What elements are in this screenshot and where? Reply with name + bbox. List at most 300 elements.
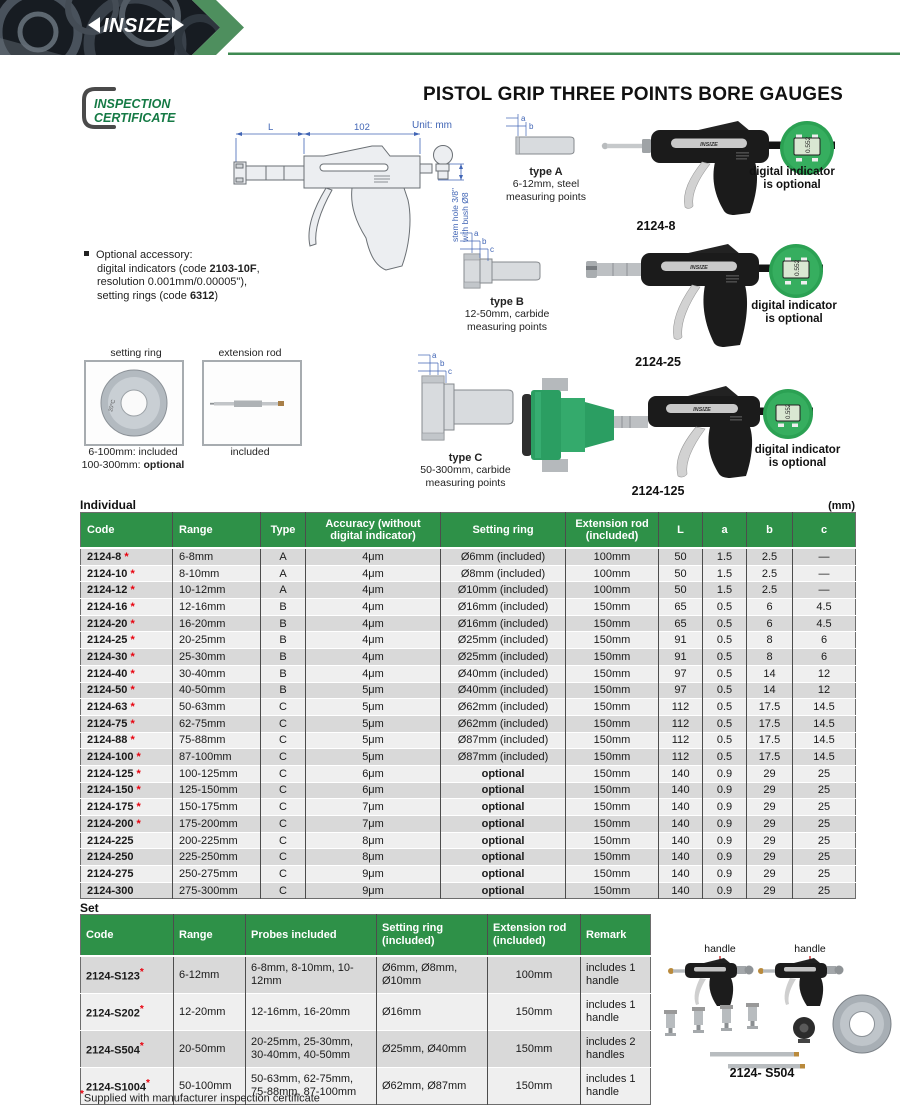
individual-table-row (81, 599, 856, 616)
extension-rod-box (202, 360, 302, 446)
individual-table-cell: 17.5 (747, 699, 793, 716)
product-code-2124-8: 2124-8 (636, 219, 676, 233)
individual-table-cell: 140 (659, 816, 703, 833)
indicator-display: 0.552 (786, 403, 792, 419)
setting-ring-label: setting ring (110, 347, 162, 359)
gauge-brand-strip: INSIZE (700, 142, 718, 148)
product-note-2124-125: digital indicator is optional (754, 444, 841, 469)
individual-table-row (81, 782, 856, 799)
set-table-cell: Ø16mm (377, 994, 488, 1031)
individual-table-body (81, 548, 856, 899)
type-c-name: type C (448, 451, 483, 464)
individual-table-cell: B (261, 649, 306, 666)
individual-table-cell: 5μm (306, 699, 441, 716)
individual-table-cell: 150mm (566, 649, 659, 666)
dim-probe-label: L (268, 122, 274, 133)
individual-table-cell: B (261, 665, 306, 682)
individual-table-cell: 1.5 (703, 582, 747, 599)
individual-table-cell: 2124-200 * (81, 816, 173, 833)
individual-table-cell: optional (441, 849, 566, 866)
indicator-display: 0.552 (805, 136, 812, 153)
set-table-cell: 150mm (488, 994, 581, 1031)
footnote-text: Supplied with manufacturer inspection certificate (83, 1092, 320, 1105)
individual-table-row (81, 765, 856, 782)
type-a-name: type A (529, 165, 563, 178)
individual-table-cell: — (793, 548, 856, 565)
individual-table-cell: 1.5 (703, 548, 747, 565)
individual-table-row (81, 565, 856, 582)
individual-table-cell: Ø40mm (included) (441, 665, 566, 682)
individual-table-cell: 150mm (566, 782, 659, 799)
individual-table-cell: 150mm (566, 765, 659, 782)
individual-table-cell: 112 (659, 732, 703, 749)
set-table-cell: 6-8mm, 8-10mm, 10-12mm (246, 956, 377, 994)
set-table-body (81, 956, 651, 1105)
brand-banner (0, 0, 900, 58)
individual-table-cell: 112 (659, 749, 703, 766)
individual-table-row (81, 582, 856, 599)
individual-table-cell: 5μm (306, 715, 441, 732)
set-col-header: Code (81, 915, 174, 957)
individual-table-cell: 4.5 (793, 615, 856, 632)
individual-table-cell: 14.5 (793, 699, 856, 716)
insize-logo (88, 15, 184, 37)
individual-table-cell: 0.5 (703, 715, 747, 732)
individual-table-cell: 17.5 (747, 749, 793, 766)
individual-table-cell: 2.5 (747, 582, 793, 599)
individual-table-cell: 140 (659, 765, 703, 782)
individual-table-cell: 140 (659, 882, 703, 899)
handle-label-left: handle (704, 943, 736, 955)
individual-col-header: b (747, 513, 793, 549)
individual-table-cell: 12 (793, 665, 856, 682)
individual-table-row (81, 866, 856, 883)
individual-table-cell: C (261, 816, 306, 833)
individual-table-cell: 25 (793, 799, 856, 816)
set-table-cell: 20-50mm (174, 1031, 246, 1068)
individual-table-cell: 2124-175 * (81, 799, 173, 816)
individual-table-cell: 2124-12 * (81, 582, 173, 599)
individual-table-cell: Ø8mm (included) (441, 565, 566, 582)
set-table-cell: includes 1 handle (581, 1068, 651, 1105)
set-col-header: Remark (581, 915, 651, 957)
individual-table-cell: 4μm (306, 649, 441, 666)
individual-table-cell: 275-300mm (173, 882, 261, 899)
individual-table-cell: 0.9 (703, 882, 747, 899)
type-c-desc2: measuring points (425, 476, 506, 489)
logo-text: INSIZE (103, 15, 171, 37)
dim-a-label: a (521, 114, 526, 123)
individual-table-cell: 4μm (306, 548, 441, 565)
product-code-2124-25: 2124-25 (635, 355, 681, 369)
individual-table-cell: 0.5 (703, 682, 747, 699)
set-table-cell: 12-16mm, 16-20mm (246, 994, 377, 1031)
individual-table-cell: 6 (747, 615, 793, 632)
individual-table-cell: Ø25mm (included) (441, 649, 566, 666)
set-table-cell: Ø25mm, Ø40mm (377, 1031, 488, 1068)
set-table-cell: 12-20mm (174, 994, 246, 1031)
individual-table-cell: B (261, 682, 306, 699)
dim-c-label: c (448, 367, 452, 376)
individual-table-cell: 29 (747, 782, 793, 799)
individual-table-cell: 29 (747, 799, 793, 816)
individual-table-cell: 150mm (566, 715, 659, 732)
individual-table-cell: C (261, 782, 306, 799)
individual-table-cell: optional (441, 882, 566, 899)
individual-table-cell: 2124-50 * (81, 682, 173, 699)
individual-table-cell: Ø87mm (included) (441, 749, 566, 766)
individual-table (80, 512, 856, 899)
type-c-block (408, 346, 523, 489)
set-table-cell: 150mm (488, 1068, 581, 1105)
set-table-cell: 50-63mm, 62-75mm, 75-88mm, 87-100mm (246, 1068, 377, 1105)
individual-table-cell: 25 (793, 765, 856, 782)
individual-table-cell: 140 (659, 799, 703, 816)
individual-col-header: Setting ring (441, 513, 566, 549)
individual-table-cell: 8 (747, 649, 793, 666)
individual-table-cell: 17.5 (747, 732, 793, 749)
individual-table-cell: 4μm (306, 599, 441, 616)
individual-table-cell: — (793, 582, 856, 599)
individual-table-cell: 140 (659, 832, 703, 849)
individual-table-cell: 150mm (566, 632, 659, 649)
set-table-row (81, 1031, 651, 1068)
individual-table-cell: 150mm (566, 682, 659, 699)
individual-table-cell: 112 (659, 715, 703, 732)
product-photo-2124-25 (583, 233, 823, 358)
individual-table-cell: 4μm (306, 582, 441, 599)
badge-line1: INSPECTION (94, 97, 171, 111)
extension-rod-label: extension rod (218, 347, 282, 359)
individual-table-cell: 5μm (306, 749, 441, 766)
individual-table-cell: 6 (747, 599, 793, 616)
individual-section-label: Individual (80, 498, 137, 512)
individual-table-cell: optional (441, 765, 566, 782)
individual-table-cell: 40-50mm (173, 682, 261, 699)
individual-table-cell: 2124-40 * (81, 665, 173, 682)
inspection-certificate-badge (78, 85, 198, 133)
individual-table-cell: 2124-30 * (81, 649, 173, 666)
individual-table-cell: 7μm (306, 816, 441, 833)
badge-line2: CERTIFICATE (94, 111, 176, 125)
individual-table-cell: 0.9 (703, 866, 747, 883)
set-col-header: Probes included (246, 915, 377, 957)
individual-unit-label: (mm) (828, 500, 855, 512)
set-table-cell: 50-100mm (174, 1068, 246, 1105)
individual-table-cell: 10-12mm (173, 582, 261, 599)
individual-table-cell: C (261, 882, 306, 899)
type-b-desc2: measuring points (467, 320, 547, 333)
dim-b-label: b (440, 359, 445, 368)
individual-table-row (81, 665, 856, 682)
individual-table-row (81, 832, 856, 849)
opt-acc-line3: resolution 0.001mm/0.00005"), (97, 276, 248, 288)
individual-table-cell: 29 (747, 816, 793, 833)
individual-table-cell: 0.9 (703, 799, 747, 816)
individual-table-row (81, 699, 856, 716)
individual-table-cell: 0.9 (703, 832, 747, 849)
individual-table-cell: — (793, 565, 856, 582)
set-table-row (81, 956, 651, 994)
individual-table-cell: 2124-63 * (81, 699, 173, 716)
set-table-cell: Ø62mm, Ø87mm (377, 1068, 488, 1105)
individual-table-row (81, 749, 856, 766)
individual-table-cell: 2124-75 * (81, 715, 173, 732)
individual-table-cell: A (261, 548, 306, 565)
individual-table-cell: Ø40mm (included) (441, 682, 566, 699)
set-table-cell: 6-12mm (174, 956, 246, 994)
individual-table-cell: 29 (747, 866, 793, 883)
individual-table-cell: 4μm (306, 665, 441, 682)
individual-col-header: a (703, 513, 747, 549)
individual-table-cell: 91 (659, 649, 703, 666)
individual-table-row (81, 816, 856, 833)
individual-col-header: Extension rod (included) (566, 513, 659, 549)
indicator-display: 0.552 (794, 259, 801, 276)
ring-marking: 20°C (108, 399, 118, 413)
individual-table-cell: C (261, 715, 306, 732)
individual-table-cell: 8μm (306, 832, 441, 849)
individual-table-cell: 2124-20 * (81, 615, 173, 632)
footnote (80, 1089, 320, 1105)
individual-table-cell: 17.5 (747, 715, 793, 732)
individual-table-cell: C (261, 699, 306, 716)
individual-table-cell: 16-20mm (173, 615, 261, 632)
optional-accessory-note (84, 249, 304, 303)
individual-table-cell: 0.5 (703, 632, 747, 649)
individual-table-cell: optional (441, 799, 566, 816)
individual-table-cell: 175-200mm (173, 816, 261, 833)
set-table-cell: 2124-S123* (81, 956, 174, 994)
individual-table-cell: 2.5 (747, 565, 793, 582)
individual-table-cell: optional (441, 866, 566, 883)
set-table-cell: includes 1 handle (581, 994, 651, 1031)
individual-table-cell: optional (441, 832, 566, 849)
individual-table-cell: Ø62mm (included) (441, 699, 566, 716)
individual-table-cell: 29 (747, 765, 793, 782)
set-table-cell: 20-25mm, 25-30mm, 30-40mm, 40-50mm (246, 1031, 377, 1068)
extension-rod-note: included (230, 446, 270, 458)
type-b-diagram (452, 226, 562, 292)
individual-table-row (81, 849, 856, 866)
individual-table-cell: 8μm (306, 849, 441, 866)
individual-table-cell: 30-40mm (173, 665, 261, 682)
individual-table-cell: 200-225mm (173, 832, 261, 849)
individual-col-header: Type (261, 513, 306, 549)
individual-table-cell: C (261, 849, 306, 866)
individual-col-header: Accuracy (without digital indicator) (306, 513, 441, 549)
individual-col-header: Code (81, 513, 173, 549)
individual-table-cell: 6 (793, 632, 856, 649)
dim-a-label: a (432, 351, 437, 360)
footnote-marker: * (80, 1089, 84, 1100)
individual-table-cell: 14.5 (793, 732, 856, 749)
individual-table-cell: 12 (793, 682, 856, 699)
individual-table-cell: 100mm (566, 565, 659, 582)
individual-table-cell: optional (441, 816, 566, 833)
individual-table-cell: 150mm (566, 882, 659, 899)
individual-table-cell: 14.5 (793, 749, 856, 766)
individual-table-row (81, 632, 856, 649)
individual-table-cell: 150mm (566, 832, 659, 849)
individual-table-cell: 225-250mm (173, 849, 261, 866)
individual-table-cell: 12-16mm (173, 599, 261, 616)
individual-table-cell: B (261, 599, 306, 616)
individual-table-cell: 150-175mm (173, 799, 261, 816)
individual-table-cell: 2124-225 (81, 832, 173, 849)
individual-table-cell: 25 (793, 866, 856, 883)
type-b-name: type B (490, 295, 524, 308)
dim-b-label: b (482, 237, 487, 246)
individual-col-header: c (793, 513, 856, 549)
set-table (80, 914, 651, 1105)
individual-table-cell: 75-88mm (173, 732, 261, 749)
set-table-cell: 2124-S202* (81, 994, 174, 1031)
individual-table-cell: 100-125mm (173, 765, 261, 782)
individual-table-row (81, 882, 856, 899)
individual-table-cell: 250-275mm (173, 866, 261, 883)
individual-table-cell: 5μm (306, 732, 441, 749)
type-c-desc1: 50-300mm, carbide (420, 464, 511, 476)
type-c-diagram (408, 346, 523, 448)
handle-label-right: handle (794, 943, 826, 955)
individual-table-cell: 91 (659, 632, 703, 649)
dim-body-label: 102 (354, 122, 370, 133)
individual-table-cell: 150mm (566, 665, 659, 682)
product-code-2124-125: 2124-125 (631, 484, 685, 498)
individual-table-row (81, 799, 856, 816)
individual-table-cell: Ø16mm (included) (441, 599, 566, 616)
individual-table-cell: C (261, 832, 306, 849)
set-table-cell: 2124-S1004* (81, 1068, 174, 1105)
individual-col-header: Range (173, 513, 261, 549)
individual-table-cell: 7μm (306, 799, 441, 816)
individual-table-cell: 0.5 (703, 665, 747, 682)
individual-table-cell: 150mm (566, 749, 659, 766)
individual-table-cell: 65 (659, 599, 703, 616)
individual-table-row (81, 732, 856, 749)
individual-table-cell: 150mm (566, 866, 659, 883)
individual-table-cell: 125-150mm (173, 782, 261, 799)
individual-table-cell: C (261, 799, 306, 816)
individual-table-cell: 2124-100 * (81, 749, 173, 766)
set-table-cell: 150mm (488, 1031, 581, 1068)
banner-rule (228, 53, 900, 56)
set-table-cell: 100mm (488, 956, 581, 994)
individual-table-cell: 5μm (306, 682, 441, 699)
individual-table-cell: C (261, 866, 306, 883)
setting-ring-photo (90, 366, 178, 440)
individual-table-cell: 2124-300 (81, 882, 173, 899)
set-col-header: Extension rod (included) (488, 915, 581, 957)
individual-table-cell: 6 (793, 649, 856, 666)
individual-table-cell: 150mm (566, 732, 659, 749)
individual-table-cell: B (261, 615, 306, 632)
individual-table-cell: 0.9 (703, 816, 747, 833)
individual-table-cell: 0.5 (703, 699, 747, 716)
product-note-2124-8: digital indicator is optional (749, 166, 835, 191)
product-note-2124-25: digital indicator is optional (751, 300, 837, 325)
individual-table-cell: 25 (793, 782, 856, 799)
individual-table-cell: A (261, 565, 306, 582)
individual-table-cell: 150mm (566, 615, 659, 632)
individual-table-cell: 9μm (306, 882, 441, 899)
individual-table-cell: 87-100mm (173, 749, 261, 766)
individual-table-cell: 150mm (566, 849, 659, 866)
individual-table-cell: 20-25mm (173, 632, 261, 649)
set-col-header: Range (174, 915, 246, 957)
individual-table-cell: 14 (747, 682, 793, 699)
set-table-cell: 2124-S504* (81, 1031, 174, 1068)
individual-table-cell: 140 (659, 782, 703, 799)
set-table-cell: Ø6mm, Ø8mm, Ø10mm (377, 956, 488, 994)
individual-table-cell: 0.9 (703, 765, 747, 782)
individual-table-cell: 62-75mm (173, 715, 261, 732)
individual-table-cell: 150mm (566, 816, 659, 833)
individual-table-cell: 29 (747, 882, 793, 899)
individual-table-cell: 50 (659, 548, 703, 565)
individual-table-cell: C (261, 732, 306, 749)
set-table-head-row (81, 915, 651, 957)
individual-table-cell: 25 (793, 832, 856, 849)
individual-table-cell: A (261, 582, 306, 599)
individual-table-cell: 100mm (566, 582, 659, 599)
set-photo-2124-s504 (652, 912, 900, 1084)
dim-b-label: b (529, 122, 534, 131)
individual-table-cell: 140 (659, 866, 703, 883)
individual-table-row (81, 649, 856, 666)
type-a-desc1: 6-12mm, steel (512, 178, 580, 190)
individual-table-cell: 25 (793, 849, 856, 866)
individual-table-cell: 29 (747, 849, 793, 866)
set-col-header: Setting ring (included) (377, 915, 488, 957)
individual-table-cell: 100mm (566, 548, 659, 565)
opt-acc-line2: digital indicators (code 2103-10F, (97, 262, 260, 275)
individual-table-cell: 0.9 (703, 849, 747, 866)
type-a-diagram (492, 110, 600, 162)
individual-table-row (81, 548, 856, 565)
gauge-brand-strip: INSIZE (693, 407, 711, 413)
individual-table-cell: 25 (793, 882, 856, 899)
individual-table-cell: 6μm (306, 782, 441, 799)
individual-table-cell: 50 (659, 565, 703, 582)
individual-table-cell: Ø87mm (included) (441, 732, 566, 749)
individual-table-cell: 4μm (306, 615, 441, 632)
individual-table-cell: 14.5 (793, 715, 856, 732)
individual-table-cell: 140 (659, 849, 703, 866)
individual-table-cell: Ø62mm (included) (441, 715, 566, 732)
individual-table-cell: C (261, 765, 306, 782)
individual-table-cell: 2124-16 * (81, 599, 173, 616)
page-title: PISTOL GRIP THREE POINTS BORE GAUGES (423, 84, 843, 105)
individual-table-cell: 2124-250 (81, 849, 173, 866)
type-b-desc1: 12-50mm, carbide (464, 308, 550, 320)
opt-acc-line4: setting rings (code 6312) (97, 289, 219, 302)
individual-table-cell: 50 (659, 582, 703, 599)
individual-table-cell: 150mm (566, 599, 659, 616)
individual-table-cell: 0.5 (703, 599, 747, 616)
individual-table-cell: optional (441, 782, 566, 799)
individual-table-cell: 2.5 (747, 548, 793, 565)
type-a-block (492, 110, 600, 203)
individual-table-cell: 150mm (566, 699, 659, 716)
individual-table-cell: 97 (659, 665, 703, 682)
individual-table-cell: 2124-275 (81, 866, 173, 883)
individual-table-cell: 4.5 (793, 599, 856, 616)
individual-table-cell: Ø10mm (included) (441, 582, 566, 599)
individual-table-cell: 2124-88 * (81, 732, 173, 749)
extension-rod-photo (208, 366, 296, 440)
